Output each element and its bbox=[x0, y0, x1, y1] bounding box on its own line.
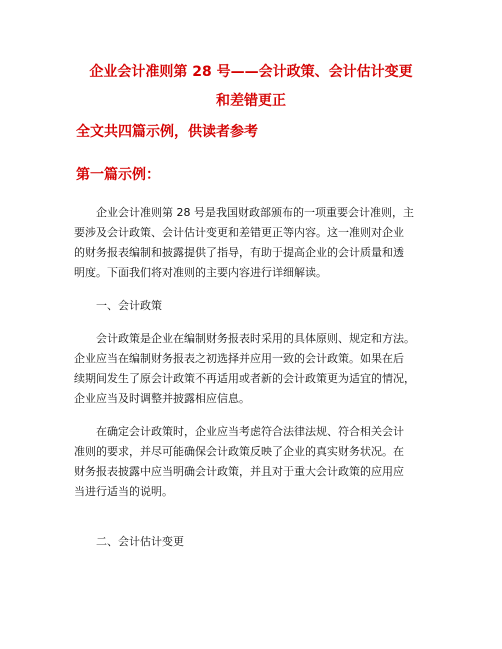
paragraph-line: 准则的要求，并尽可能确保会计政策反映了企业的真实财务状况。在 bbox=[74, 445, 404, 458]
section-title-estimate-change bbox=[74, 532, 434, 552]
paragraph-policy-determination bbox=[74, 422, 434, 502]
paragraph-line: 当进行适当的说明。 bbox=[74, 485, 173, 498]
paragraph-line: 续期间发生了原会计政策不再适用或者新的会计政策更为适宜的情况， bbox=[74, 372, 415, 385]
section-title: 一、会计政策 bbox=[96, 299, 162, 312]
paragraph-policy-definition bbox=[74, 329, 434, 409]
paragraph-line: 企业应当在编制财务报表之初选择并应用一致的会计政策。如果在后 bbox=[74, 352, 404, 365]
paragraph-line: 明度。下面我们将对准则的主要内容进行详细解读。 bbox=[74, 266, 327, 279]
document-title-line-1: 企业会计准则第 28 号——会计政策、会计估计变更 bbox=[89, 64, 413, 80]
paragraph-line: 企业应当及时调整并披露相应信息。 bbox=[74, 392, 250, 405]
paragraph-line: 的财务报表编制和披露提供了指导，有助于提高企业的会计质量和透 bbox=[74, 246, 404, 259]
section-title-accounting-policy bbox=[74, 296, 434, 316]
document-subtitle: 全文共四篇示例，供读者参考 bbox=[76, 124, 258, 140]
paragraph-intro bbox=[74, 203, 434, 283]
paragraph-line: 要涉及会计政策、会计估计变更和差错更正等内容。这一准则对企业 bbox=[74, 226, 404, 239]
paragraph-line: 在确定会计政策时，企业应当考虑符合法律法规、符合相关会计 bbox=[96, 425, 404, 438]
section-title: 二、会计估计变更 bbox=[96, 535, 184, 548]
section-heading: 第一篇示例： bbox=[76, 167, 160, 183]
paragraph-line: 财务报表披露中应当明确会计政策，并且对于重大会计政策的应用应 bbox=[74, 465, 404, 478]
document-title-line-2: 和差错更正 bbox=[216, 93, 286, 109]
paragraph-line: 企业会计准则第 28 号是我国财政部颁布的一项重要会计准则，主 bbox=[96, 206, 414, 219]
paragraph-line: 会计政策是企业在编制财务报表时采用的具体原则、规定和方法。 bbox=[96, 332, 415, 345]
